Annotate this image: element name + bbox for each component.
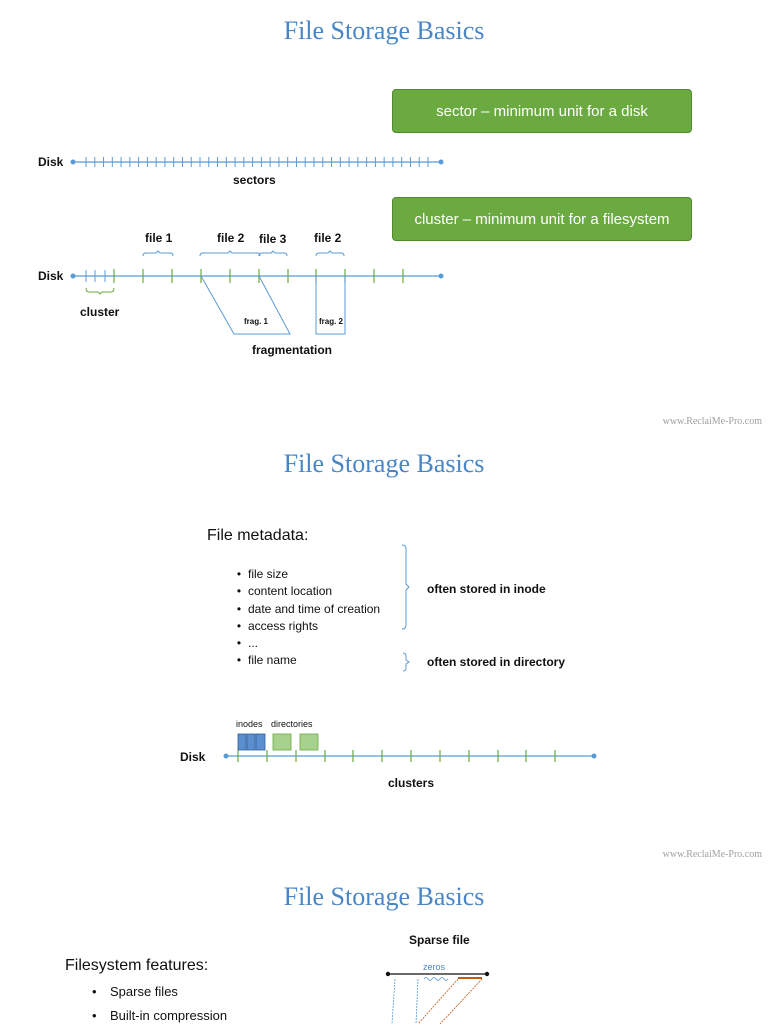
file2b-label: file 2 (314, 231, 342, 245)
disk-label-slide2: Disk (180, 750, 206, 764)
sparse-end-dot (485, 972, 489, 976)
zeros-wave (424, 978, 448, 981)
clusters-label: clusters (388, 776, 435, 790)
inodes-label: inodes (236, 719, 263, 729)
sector-callout: sector – minimum unit for a disk (392, 89, 692, 133)
file2b-brace (316, 251, 344, 256)
zeros-label: zeros (423, 962, 446, 972)
sparse-map-line (416, 979, 418, 1024)
sparse-start-dot (386, 972, 390, 976)
disk-label-sectors: Disk (38, 155, 64, 169)
inode-brace (402, 545, 409, 629)
inode-block (238, 734, 246, 750)
ruler-end-dot (71, 160, 76, 165)
watermark-slide2: www.ReclaiMe-Pro.com (662, 849, 762, 860)
metadata-braces (0, 540, 768, 670)
file1-label: file 1 (145, 231, 173, 245)
inode-block (256, 734, 265, 750)
inode-block (247, 734, 255, 750)
file3-brace (259, 251, 287, 256)
sectors-label: sectors (233, 173, 276, 187)
cluster-brace (86, 288, 114, 294)
file2-brace (200, 251, 260, 256)
metadata-item: • date and time of creation (236, 601, 381, 616)
frag2-label: frag. 2 (319, 317, 344, 326)
features-title: Filesystem features: (65, 957, 209, 974)
inode-note: often stored in inode (427, 582, 546, 596)
sparse-file-title: Sparse file (409, 933, 470, 947)
directory-block (300, 734, 318, 750)
disk-start-dot (224, 754, 229, 759)
metadata-item: • access rights (236, 618, 319, 633)
sparse-map-line (440, 979, 482, 1024)
directories-label: directories (271, 719, 313, 729)
directory-note: often stored in directory (427, 655, 566, 669)
feature-item: • Built-in compression (92, 1008, 228, 1023)
frag1-label: frag. 1 (244, 317, 269, 326)
sparse-map-line (392, 979, 395, 1024)
metadata-item: • ... (236, 636, 259, 651)
sparse-file-diagram (0, 965, 768, 1025)
cluster-label: cluster (80, 305, 120, 319)
fragmentation-label: fragmentation (252, 343, 333, 357)
metadata-disk-diagram (0, 725, 768, 795)
file2-label: file 2 (217, 231, 245, 245)
directory-block (273, 734, 291, 750)
cluster-callout: cluster – minimum unit for a filesystem (392, 197, 692, 241)
metadata-item: • file name (236, 653, 297, 668)
metadata-item: • file size (236, 567, 289, 581)
disk-label-clusters: Disk (38, 269, 64, 283)
slide3-title: File Storage Basics (283, 882, 485, 911)
metadata-title: File metadata: (207, 527, 309, 544)
file1-brace (143, 251, 173, 256)
cluster-disk-diagram (0, 240, 768, 360)
sector-disk-line (0, 152, 768, 172)
sparse-map-line (418, 979, 458, 1024)
watermark-slide1: www.ReclaiMe-Pro.com (662, 416, 762, 427)
ruler-end-dot (439, 160, 444, 165)
disk-end-dot (592, 754, 597, 759)
disk-end-dot (439, 274, 444, 279)
feature-item: • Sparse files (92, 984, 178, 999)
metadata-item: • content location (236, 584, 333, 599)
slide1-title: File Storage Basics (283, 16, 485, 45)
directory-brace (403, 653, 409, 671)
slide2-title: File Storage Basics (283, 449, 485, 478)
file3-label: file 3 (259, 232, 287, 246)
disk-start-dot (71, 274, 76, 279)
